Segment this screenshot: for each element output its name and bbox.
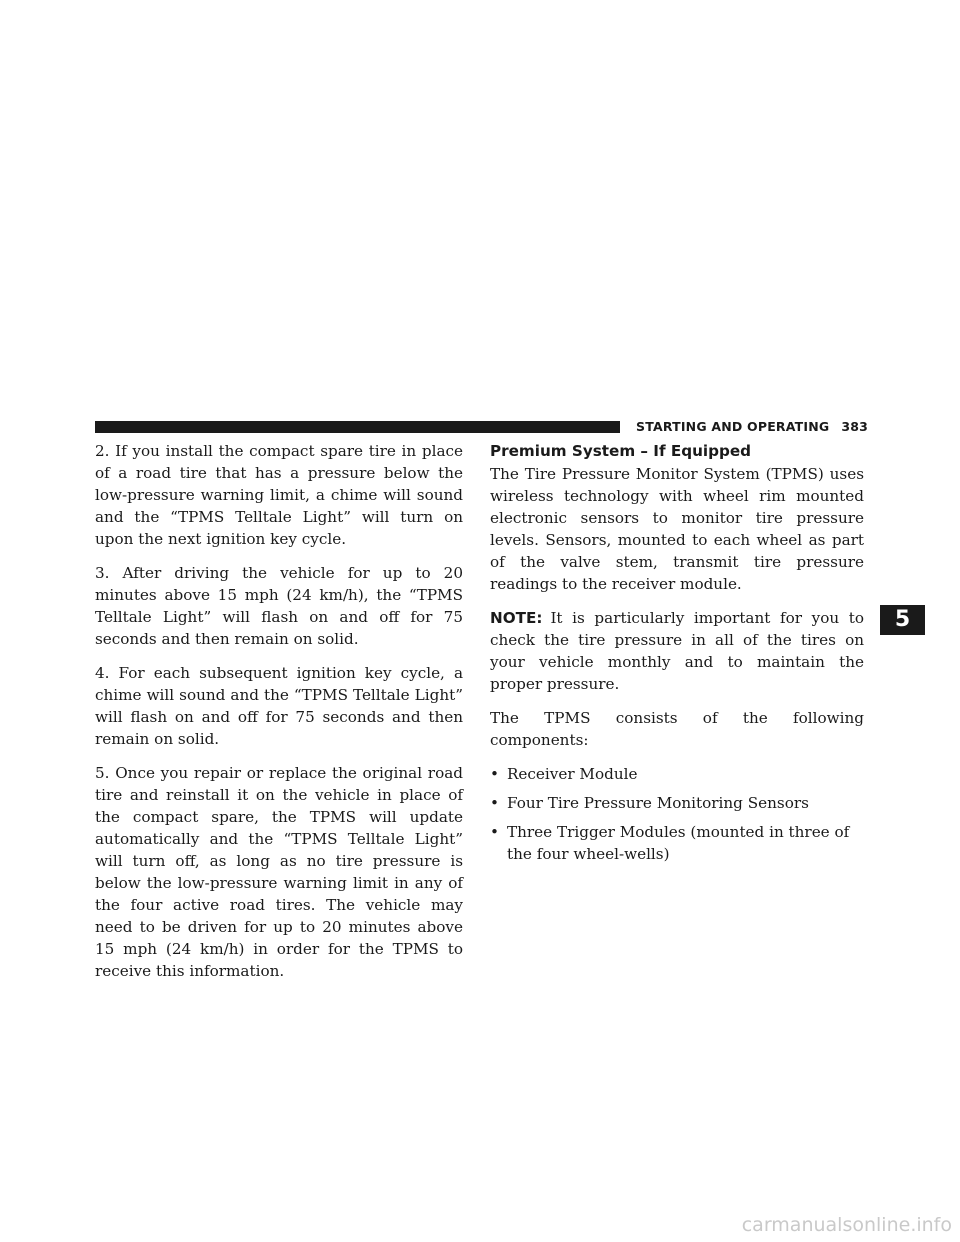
bullet-icon: •	[490, 823, 499, 841]
running-header	[636, 419, 868, 434]
right-column	[490, 440, 864, 872]
list-item-text: Four Tire Pressure Monitoring Sensors	[507, 794, 809, 812]
paragraph-step-3: 3. After driving the vehicle for up to 20 minutes above 15 mph (24 km/h), the “TPMS Telltale Light” will flash on and off for 75 seconds and then remain on solid.	[95, 564, 463, 648]
watermark: carmanualsonline.info	[741, 1214, 952, 1236]
list-item	[490, 792, 864, 814]
paragraph-step-2: 2. If you install the compact spare tire in place of a road tire that has a pressure below the low-pressure warning limit, a chime will sound and the “TPMS Telltale Light” will turn on upon the next ignition key cycle.	[95, 442, 463, 548]
page-number: 383	[841, 419, 869, 434]
components-list	[490, 763, 864, 865]
list-item-text: Three Trigger Modules (mounted in three of the four wheel-wells)	[507, 823, 850, 863]
paragraph-step-4: 4. For each subsequent ignition key cycle, a chime will sound and the “TPMS Telltale Light” will flash on and off for 75 seconds and then remain on solid.	[95, 664, 463, 748]
note-text: It is particularly important for you to check the tire pressure in all of the tires on your vehicle monthly and to maintain the proper pressure.	[490, 609, 864, 693]
list-item	[490, 763, 864, 785]
header-rule	[95, 421, 620, 433]
left-column	[95, 440, 463, 994]
section-title: STARTING AND OPERATING	[636, 419, 830, 434]
chapter-tab: 5	[880, 605, 925, 635]
intro-paragraph: The Tire Pressure Monitor System (TPMS) uses wireless technology with wheel rim mounted electronic sensors to monitor tire pressure levels. Sensors, mounted to each wheel as part of the valve stem, transmit tire pressure readings to the receiver module.	[490, 465, 864, 593]
list-item-text: Receiver Module	[507, 765, 638, 783]
paragraph-step-5: 5. Once you repair or replace the original road tire and reinstall it on the vehicle in place of the compact spare, the TPMS will update automatically and the “TPMS Telltale Light” will turn off, as long as no tire pressure is below the low-pressure warning limit in any of the four active road tires. The vehicle may need to be driven for up to 20 minutes above 15 mph (24 km/h) in order for the TPMS to receive this information.	[95, 764, 463, 980]
section-heading: Premium System – If Equipped	[490, 442, 752, 460]
note-label: NOTE:	[490, 609, 543, 627]
bullet-icon: •	[490, 794, 499, 812]
bullet-icon: •	[490, 765, 499, 783]
note-paragraph	[490, 607, 864, 695]
list-item	[490, 821, 864, 865]
components-intro: The TPMS consists of the following components:	[490, 709, 864, 749]
